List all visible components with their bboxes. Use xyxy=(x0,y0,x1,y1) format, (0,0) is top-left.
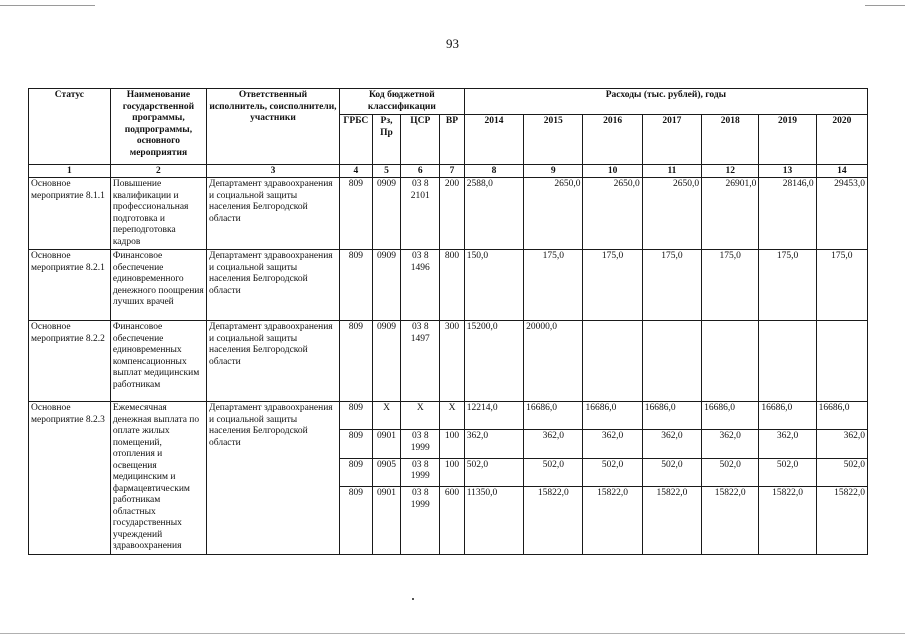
cell-executor: Департамент здравоохранения и социальной защиты населения Белгородской области xyxy=(206,250,339,321)
cell-value: 2650,0 xyxy=(583,178,642,250)
cell-value: 16686,0 xyxy=(759,402,816,430)
cell-rzpr: 0905 xyxy=(372,458,401,486)
cell-value: 16686,0 xyxy=(642,402,701,430)
cell-value xyxy=(702,321,759,402)
cell-vr: 800 xyxy=(440,250,465,321)
cell-value: 15822,0 xyxy=(583,487,642,554)
cell-value: 15200,0 xyxy=(464,321,523,402)
cell-value: 20000,0 xyxy=(524,321,583,402)
cell-name: Повышение квалификации и профессиональная подготовка и переподготовка кадров xyxy=(110,178,206,250)
cell-rzpr: 0901 xyxy=(372,430,401,458)
cell-executor: Департамент здравоохранения и социальной защиты населения Белгородской области xyxy=(206,178,339,250)
cell-value: 28146,0 xyxy=(759,178,816,250)
cell-csr: 03 8 1999 xyxy=(401,430,440,458)
column-number: 3 xyxy=(206,165,339,178)
cell-value: 362,0 xyxy=(524,430,583,458)
cell-grbs: 809 xyxy=(339,321,372,402)
cell-rzpr: 0909 xyxy=(372,178,401,250)
column-number: 6 xyxy=(401,165,440,178)
cell-name: Финансовое обеспечение единовременного денежного поощрения лучших врачей xyxy=(110,250,206,321)
column-number: 4 xyxy=(339,165,372,178)
cell-grbs: 809 xyxy=(339,402,372,430)
header-rzpr: Рз, Пр xyxy=(372,115,401,165)
cell-status: Основное мероприятие 8.2.2 xyxy=(29,321,111,402)
cell-value: 26901,0 xyxy=(702,178,759,250)
cell-grbs: 809 xyxy=(339,430,372,458)
header-csr: ЦСР xyxy=(401,115,440,165)
cell-status: Основное мероприятие 8.1.1 xyxy=(29,178,111,250)
cell-vr: 100 xyxy=(440,458,465,486)
table-row xyxy=(29,321,868,402)
cell-value xyxy=(642,321,701,402)
cell-value: 502,0 xyxy=(464,458,523,486)
cell-rzpr: 0909 xyxy=(372,250,401,321)
cell-vr: 600 xyxy=(440,487,465,554)
cell-value: 175,0 xyxy=(524,250,583,321)
cell-value: 29453,0 xyxy=(816,178,867,250)
cell-status: Основное мероприятие 8.2.3 xyxy=(29,402,111,555)
cell-csr: Х xyxy=(401,402,440,430)
table-row xyxy=(29,250,868,321)
header-year: 2017 xyxy=(642,115,701,165)
column-number: 5 xyxy=(372,165,401,178)
cell-value: 16686,0 xyxy=(524,402,583,430)
cell-executor: Департамент здравоохранения и социальной защиты населения Белгородской области xyxy=(206,402,339,555)
cell-value: 11350,0 xyxy=(464,487,523,554)
header-program-name: Наименование государственной программы, подпрограммы, основного мероприятия xyxy=(110,89,206,165)
column-number: 12 xyxy=(702,165,759,178)
cell-value: 16686,0 xyxy=(816,402,867,430)
cell-value: 2650,0 xyxy=(642,178,701,250)
cell-csr: 03 8 2101 xyxy=(401,178,440,250)
cell-value: 362,0 xyxy=(642,430,701,458)
cell-value: 502,0 xyxy=(759,458,816,486)
header-year: 2014 xyxy=(464,115,523,165)
cell-vr: 100 xyxy=(440,430,465,458)
header-year: 2018 xyxy=(702,115,759,165)
cell-value: 175,0 xyxy=(816,250,867,321)
column-number: 2 xyxy=(110,165,206,178)
cell-value: 175,0 xyxy=(759,250,816,321)
cell-vr: 300 xyxy=(440,321,465,402)
column-number: 9 xyxy=(524,165,583,178)
cell-value: 16686,0 xyxy=(583,402,642,430)
bottom-rule xyxy=(0,633,905,634)
cell-value: 15822,0 xyxy=(524,487,583,554)
cell-grbs: 809 xyxy=(339,487,372,554)
cell-value: 502,0 xyxy=(583,458,642,486)
cell-value: 362,0 xyxy=(816,430,867,458)
cell-csr: 03 8 1496 xyxy=(401,250,440,321)
cell-name: Финансовое обеспечение единовременных компенсационных выплат медицинским работникам xyxy=(110,321,206,402)
cell-value: 175,0 xyxy=(642,250,701,321)
cell-csr: 03 8 1497 xyxy=(401,321,440,402)
cell-status: Основное мероприятие 8.2.1 xyxy=(29,250,111,321)
cell-value: 150,0 xyxy=(464,250,523,321)
top-rule-right xyxy=(865,5,905,6)
cell-value: 502,0 xyxy=(524,458,583,486)
cell-value xyxy=(759,321,816,402)
cell-rzpr: 0901 xyxy=(372,487,401,554)
column-number: 14 xyxy=(816,165,867,178)
header-year: 2019 xyxy=(759,115,816,165)
cell-value: 502,0 xyxy=(642,458,701,486)
cell-executor: Департамент здравоохранения и социальной защиты населения Белгородской области xyxy=(206,321,339,402)
cell-value xyxy=(816,321,867,402)
header-year: 2020 xyxy=(816,115,867,165)
budget-table xyxy=(28,88,868,555)
column-number: 10 xyxy=(583,165,642,178)
cell-rzpr: Х xyxy=(372,402,401,430)
cell-grbs: 809 xyxy=(339,458,372,486)
cell-vr: 200 xyxy=(440,178,465,250)
cell-csr: 03 8 1999 xyxy=(401,487,440,554)
cell-value: 15822,0 xyxy=(702,487,759,554)
cell-vr: Х xyxy=(440,402,465,430)
header-vr: ВР xyxy=(440,115,465,165)
header-grbs: ГРБС xyxy=(339,115,372,165)
cell-value: 362,0 xyxy=(759,430,816,458)
cell-value: 12214,0 xyxy=(464,402,523,430)
cell-value: 2650,0 xyxy=(524,178,583,250)
cell-value: 362,0 xyxy=(702,430,759,458)
cell-value: 2588,0 xyxy=(464,178,523,250)
header-year: 2015 xyxy=(524,115,583,165)
header-executor: Ответственный исполнитель, соисполнители, участники xyxy=(206,89,339,165)
cell-name: Ежемесячная денежная выплата по оплате жилых помещений, отопления и освещения медицинским и фармацевтическим работникам областных государственных учреждений здравоохранения xyxy=(110,402,206,555)
header-year: 2016 xyxy=(583,115,642,165)
column-number: 1 xyxy=(29,165,111,178)
cell-grbs: 809 xyxy=(339,250,372,321)
header-budget-code: Код бюджетной классификации xyxy=(339,89,464,115)
cell-value: 16686,0 xyxy=(702,402,759,430)
cell-rzpr: 0909 xyxy=(372,321,401,402)
column-number: 8 xyxy=(464,165,523,178)
cell-csr: 03 8 1999 xyxy=(401,458,440,486)
page-number: 93 xyxy=(446,36,459,51)
cell-value: 15822,0 xyxy=(759,487,816,554)
cell-value xyxy=(583,321,642,402)
cell-grbs: 809 xyxy=(339,178,372,250)
cell-value: 502,0 xyxy=(816,458,867,486)
column-number: 11 xyxy=(642,165,701,178)
column-number: 13 xyxy=(759,165,816,178)
header-expenses: Расходы (тыс. рублей), годы xyxy=(464,89,867,115)
cell-value: 175,0 xyxy=(702,250,759,321)
cell-value: 362,0 xyxy=(583,430,642,458)
top-rule-left xyxy=(0,5,95,6)
cell-value: 502,0 xyxy=(702,458,759,486)
table-row xyxy=(29,178,868,250)
header-status: Статус xyxy=(29,89,111,165)
column-number: 7 xyxy=(440,165,465,178)
scan-speck xyxy=(412,598,414,600)
cell-value: 15822,0 xyxy=(816,487,867,554)
cell-value: 175,0 xyxy=(583,250,642,321)
cell-value: 362,0 xyxy=(464,430,523,458)
table-row xyxy=(29,402,868,430)
cell-value: 15822,0 xyxy=(642,487,701,554)
